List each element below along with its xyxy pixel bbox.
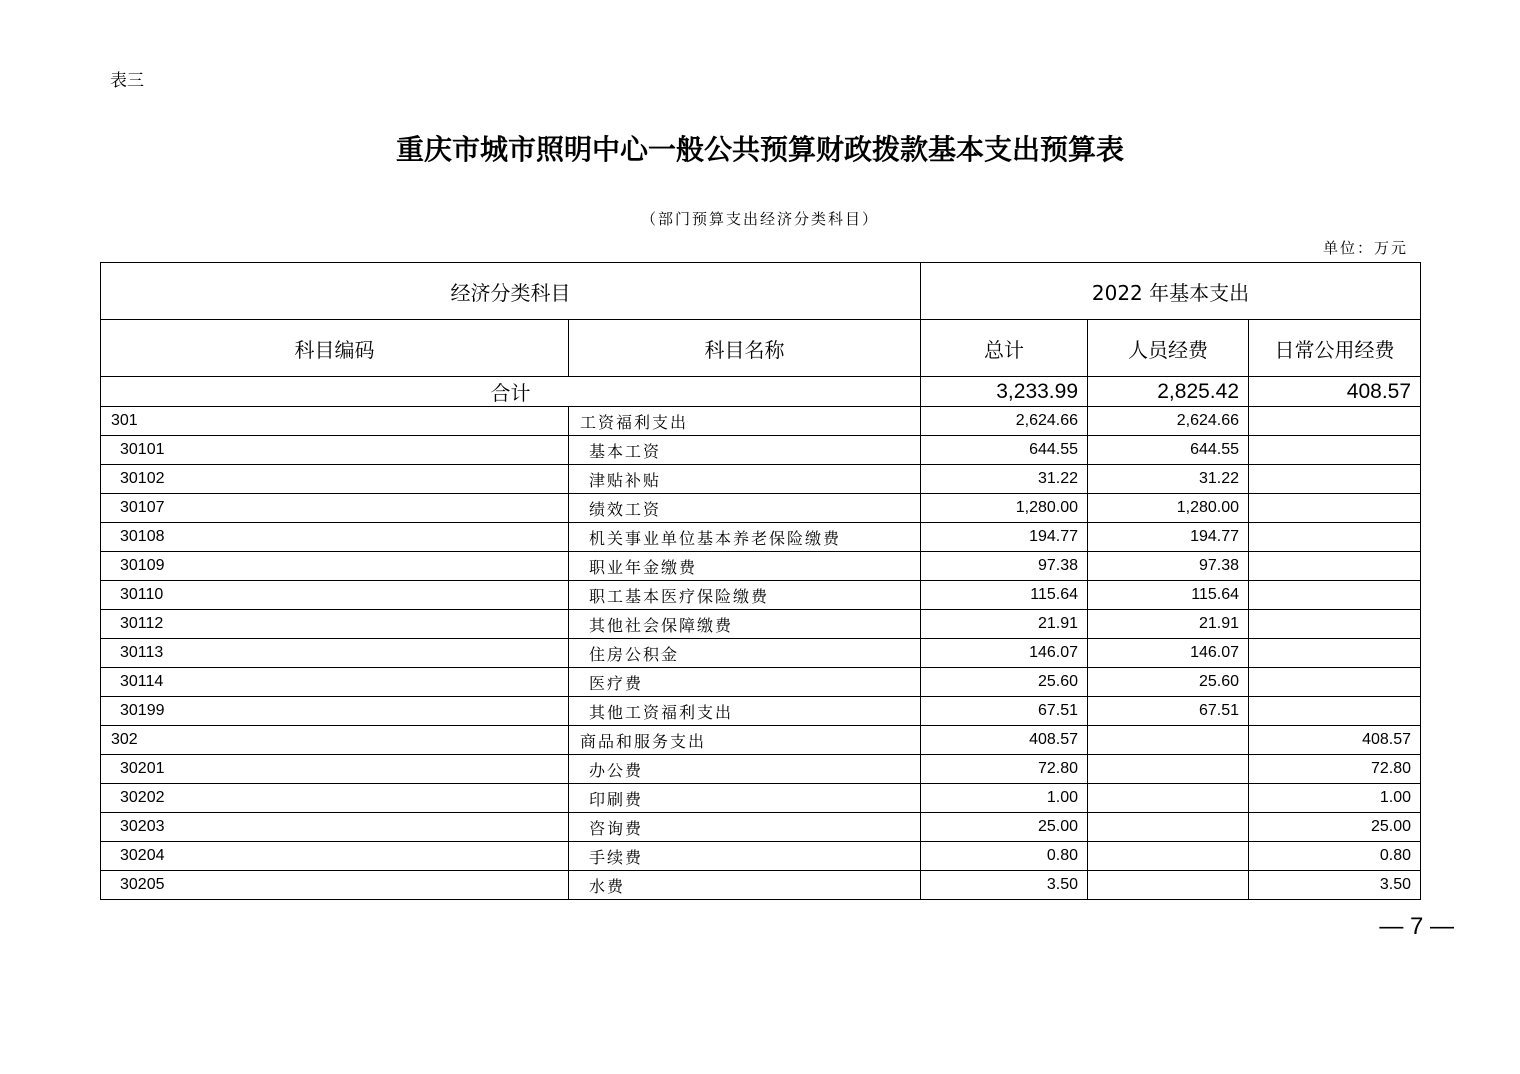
- table-row: [101, 581, 1421, 610]
- table-row: [101, 842, 1421, 871]
- row-name: 办公费: [569, 755, 921, 784]
- row-total: 21.91: [921, 610, 1088, 639]
- row-total: 25.00: [921, 813, 1088, 842]
- row-total: 1,280.00: [921, 494, 1088, 523]
- row-public: [1249, 436, 1421, 465]
- row-personnel: 146.07: [1088, 639, 1249, 668]
- table-label: 表三: [110, 71, 144, 91]
- row-total: 97.38: [921, 552, 1088, 581]
- row-total: 3.50: [921, 871, 1088, 900]
- page-number: — 7 —: [1379, 913, 1454, 940]
- total-label: 合计: [101, 377, 921, 407]
- row-name: 绩效工资: [569, 494, 921, 523]
- row-name: 其他工资福利支出: [569, 697, 921, 726]
- row-personnel: 644.55: [1088, 436, 1249, 465]
- row-public: [1249, 494, 1421, 523]
- row-public: 25.00: [1249, 813, 1421, 842]
- table-row: [101, 436, 1421, 465]
- table-row: [101, 523, 1421, 552]
- row-personnel: 67.51: [1088, 697, 1249, 726]
- row-name: 咨询费: [569, 813, 921, 842]
- row-total: 408.57: [921, 726, 1088, 755]
- row-total: 644.55: [921, 436, 1088, 465]
- row-code: 30107: [101, 494, 569, 523]
- column-header-total: 总计: [921, 320, 1088, 377]
- row-total: 194.77: [921, 523, 1088, 552]
- table-row: [101, 465, 1421, 494]
- table-row: [101, 784, 1421, 813]
- row-personnel: [1088, 784, 1249, 813]
- row-code: 301: [101, 407, 569, 436]
- row-public: [1249, 523, 1421, 552]
- row-public: [1249, 639, 1421, 668]
- row-total: 67.51: [921, 697, 1088, 726]
- row-public: 0.80: [1249, 842, 1421, 871]
- row-code: 30201: [101, 755, 569, 784]
- row-personnel: 2,624.66: [1088, 407, 1249, 436]
- row-code: 30114: [101, 668, 569, 697]
- row-public: [1249, 697, 1421, 726]
- document-title: 重庆市城市照明中心一般公共预算财政拨款基本支出预算表: [395, 133, 1124, 166]
- row-code: 30205: [101, 871, 569, 900]
- row-total: 0.80: [921, 842, 1088, 871]
- row-name: 手续费: [569, 842, 921, 871]
- row-total: 115.64: [921, 581, 1088, 610]
- row-personnel: 97.38: [1088, 552, 1249, 581]
- row-code: 30202: [101, 784, 569, 813]
- row-code: 30112: [101, 610, 569, 639]
- row-public: [1249, 552, 1421, 581]
- row-personnel: [1088, 842, 1249, 871]
- row-code: 30109: [101, 552, 569, 581]
- row-code: 30101: [101, 436, 569, 465]
- row-name: 印刷费: [569, 784, 921, 813]
- row-personnel: 31.22: [1088, 465, 1249, 494]
- row-public: 1.00: [1249, 784, 1421, 813]
- column-header-personnel: 人员经费: [1088, 320, 1249, 377]
- row-name: 其他社会保障缴费: [569, 610, 921, 639]
- row-personnel: 1,280.00: [1088, 494, 1249, 523]
- row-code: 30108: [101, 523, 569, 552]
- row-code: 30113: [101, 639, 569, 668]
- row-personnel: 194.77: [1088, 523, 1249, 552]
- table-row: [101, 871, 1421, 900]
- row-total: 1.00: [921, 784, 1088, 813]
- row-total: 72.80: [921, 755, 1088, 784]
- table-row: [101, 407, 1421, 436]
- table-row: [101, 494, 1421, 523]
- row-name: 水费: [569, 871, 921, 900]
- row-total: 31.22: [921, 465, 1088, 494]
- row-public: [1249, 610, 1421, 639]
- column-header-public: 日常公用经费: [1249, 320, 1421, 377]
- budget-table: [100, 262, 1421, 900]
- row-name: 基本工资: [569, 436, 921, 465]
- row-total: 2,624.66: [921, 407, 1088, 436]
- row-name: 工资福利支出: [569, 407, 921, 436]
- group-header-row: [101, 263, 1421, 320]
- row-personnel: 21.91: [1088, 610, 1249, 639]
- row-public: [1249, 581, 1421, 610]
- table-row: [101, 755, 1421, 784]
- row-code: 302: [101, 726, 569, 755]
- row-total: 146.07: [921, 639, 1088, 668]
- row-personnel: [1088, 755, 1249, 784]
- row-name: 机关事业单位基本养老保险缴费: [569, 523, 921, 552]
- row-public: [1249, 668, 1421, 697]
- row-public: 408.57: [1249, 726, 1421, 755]
- row-personnel: [1088, 871, 1249, 900]
- total-personnel: 2,825.42: [1088, 377, 1249, 407]
- row-name: 津贴补贴: [569, 465, 921, 494]
- budget-table-body: [101, 263, 1421, 900]
- table-row: [101, 552, 1421, 581]
- table-row: [101, 726, 1421, 755]
- row-name: 医疗费: [569, 668, 921, 697]
- row-code: 30199: [101, 697, 569, 726]
- row-personnel: 25.60: [1088, 668, 1249, 697]
- table-row: [101, 813, 1421, 842]
- total-public: 408.57: [1249, 377, 1421, 407]
- row-total: 25.60: [921, 668, 1088, 697]
- row-name: 住房公积金: [569, 639, 921, 668]
- unit-label: 单位：万元: [1322, 239, 1408, 257]
- group-header-basic-expenditure: 2022 年基本支出: [921, 263, 1421, 320]
- row-personnel: [1088, 813, 1249, 842]
- row-public: 72.80: [1249, 755, 1421, 784]
- total-row: [101, 377, 1421, 407]
- row-name: 商品和服务支出: [569, 726, 921, 755]
- row-personnel: [1088, 726, 1249, 755]
- row-code: 30102: [101, 465, 569, 494]
- row-public: [1249, 465, 1421, 494]
- row-name: 职业年金缴费: [569, 552, 921, 581]
- column-header-row: [101, 320, 1421, 377]
- column-header-name: 科目名称: [569, 320, 921, 377]
- row-name: 职工基本医疗保险缴费: [569, 581, 921, 610]
- total-amount: 3,233.99: [921, 377, 1088, 407]
- column-header-code: 科目编码: [101, 320, 569, 377]
- row-personnel: 115.64: [1088, 581, 1249, 610]
- row-code: 30203: [101, 813, 569, 842]
- row-code: 30110: [101, 581, 569, 610]
- group-header-economic-classification: 经济分类科目: [101, 263, 921, 320]
- row-code: 30204: [101, 842, 569, 871]
- row-public: [1249, 407, 1421, 436]
- row-public: 3.50: [1249, 871, 1421, 900]
- table-row: [101, 610, 1421, 639]
- document-subtitle: （部门预算支出经济分类科目）: [640, 210, 879, 228]
- table-row: [101, 639, 1421, 668]
- table-row: [101, 697, 1421, 726]
- table-row: [101, 668, 1421, 697]
